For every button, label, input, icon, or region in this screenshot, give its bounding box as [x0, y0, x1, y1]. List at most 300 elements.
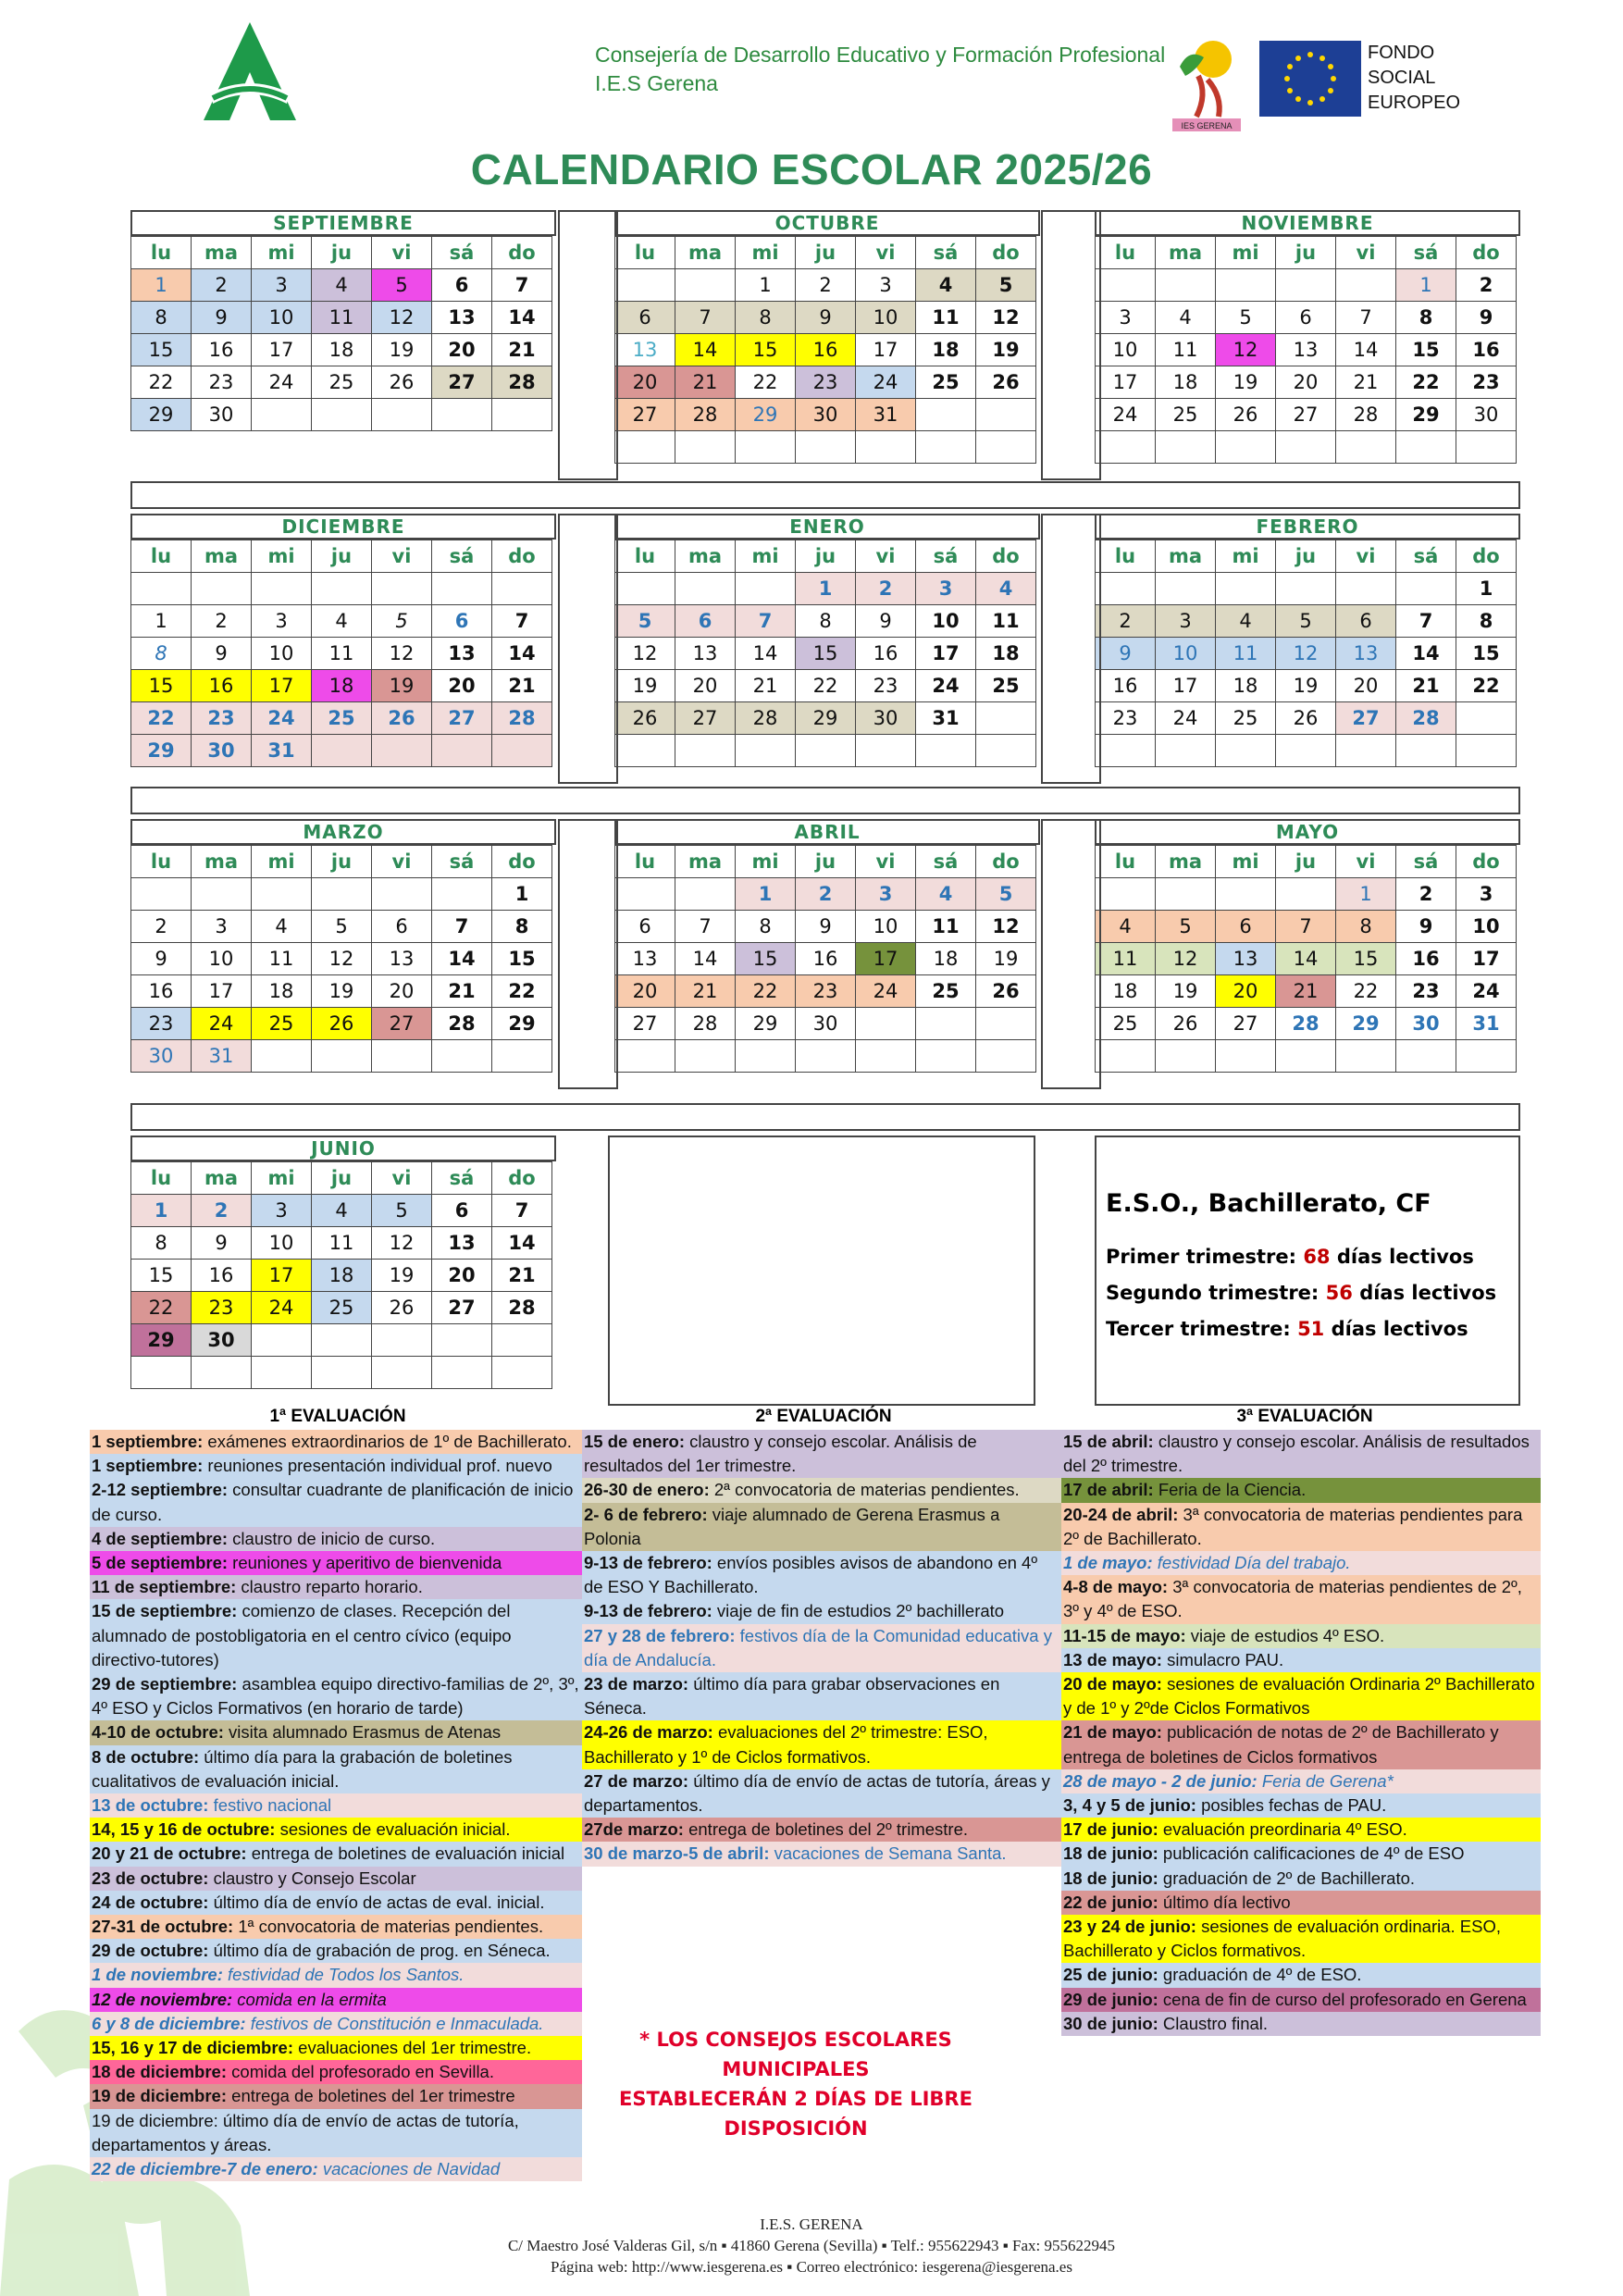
day-cell: 13 — [1216, 943, 1276, 975]
day-cell: 3 — [252, 1195, 312, 1227]
day-cell: 23 — [1456, 366, 1517, 399]
event-date: 1 de mayo: — [1063, 1553, 1153, 1573]
day-cell: 3 — [856, 269, 916, 302]
day-cell: 17 — [916, 638, 976, 670]
day-cell: 23 — [192, 702, 252, 735]
weekday-header: ma — [675, 540, 736, 573]
day-cell: 8 — [131, 638, 192, 670]
weekday-header: ju — [796, 237, 856, 269]
day-cell: 9 — [192, 638, 252, 670]
day-cell: 7 — [492, 1195, 552, 1227]
day-cell: 28 — [1396, 702, 1456, 735]
empty-day-cell — [492, 399, 552, 431]
event-date: 9-13 de febrero: — [584, 1601, 712, 1621]
event-item — [90, 1915, 582, 1939]
event-text: Feria de la Ciencia. — [1153, 1480, 1307, 1500]
empty-day-cell — [1156, 1040, 1216, 1073]
empty-day-cell — [1456, 702, 1517, 735]
day-cell: 4 — [312, 269, 372, 302]
event-date: 19 de diciembre: — [92, 2086, 228, 2106]
day-cell: 23 — [1096, 702, 1156, 735]
event-date: 4 de septiembre: — [92, 1528, 229, 1548]
day-cell: 1 — [1456, 573, 1517, 605]
day-cell: 14 — [675, 334, 736, 366]
empty-day-cell — [1396, 1040, 1456, 1073]
event-text: comienzo de clases. Recepción del alumnado de postobligatoria en el centro cívico (equipo directivo-tutores) — [92, 1601, 512, 1669]
weekday-header: ma — [192, 540, 252, 573]
event-text: reuniones presentación individual prof. nuevo — [203, 1456, 552, 1476]
empty-day-cell — [615, 431, 675, 464]
event-text: Feria de Gerena* — [1257, 1770, 1394, 1791]
day-cell: 12 — [1216, 334, 1276, 366]
event-item — [1061, 1842, 1541, 1866]
weekday-header: mi — [252, 540, 312, 573]
event-item — [582, 1430, 1061, 1478]
weekday-header: do — [1456, 540, 1517, 573]
weekday-header: vi — [1336, 237, 1396, 269]
event-date: 1 septiembre: — [92, 1432, 204, 1451]
empty-day-cell — [252, 399, 312, 431]
weekday-header: ju — [312, 540, 372, 573]
empty-day-cell — [675, 878, 736, 911]
empty-day-cell — [432, 399, 492, 431]
weekday-header: mi — [252, 237, 312, 269]
weekday-header: mi — [252, 1162, 312, 1195]
day-cell: 8 — [131, 1227, 192, 1260]
day-cell: 12 — [1276, 638, 1336, 670]
weekday-header: lu — [131, 237, 192, 269]
day-cell: 30 — [796, 1008, 856, 1040]
empty-day-cell — [675, 735, 736, 767]
weekday-header: mi — [736, 540, 796, 573]
day-cell: 22 — [131, 1292, 192, 1324]
day-cell: 21 — [675, 366, 736, 399]
event-item — [1061, 1575, 1541, 1623]
day-cell: 13 — [432, 302, 492, 334]
day-cell: 23 — [1396, 975, 1456, 1008]
event-item — [90, 1527, 582, 1551]
event-item — [1061, 1793, 1541, 1818]
event-item — [90, 1891, 582, 1915]
day-cell: 29 — [131, 399, 192, 431]
empty-day-cell — [312, 1357, 372, 1389]
day-cell: 15 — [131, 1260, 192, 1292]
event-date: 28 de mayo - 2 de junio: — [1063, 1770, 1258, 1791]
day-cell: 20 — [432, 334, 492, 366]
empty-day-cell — [432, 573, 492, 605]
event-date: 23 de marzo: — [584, 1674, 689, 1694]
event-item — [582, 1624, 1061, 1672]
day-cell: 12 — [372, 1227, 432, 1260]
month-title: MAYO — [1095, 819, 1520, 845]
day-cell: 21 — [1396, 670, 1456, 702]
eval-1-list — [90, 1430, 582, 2181]
weekday-header: lu — [615, 237, 675, 269]
day-cell: 27 — [615, 1008, 675, 1040]
event-text: 1ª convocatoria de materias pendientes. — [233, 1917, 544, 1937]
empty-day-cell — [856, 1040, 916, 1073]
empty-day-cell — [1276, 1040, 1336, 1073]
day-cell: 16 — [1456, 334, 1517, 366]
empty-day-cell — [312, 573, 372, 605]
day-cell: 15 — [131, 334, 192, 366]
weekday-header: vi — [1336, 540, 1396, 573]
event-item — [1061, 1672, 1541, 1720]
event-item — [90, 2060, 582, 2084]
event-item — [582, 1478, 1061, 1502]
day-cell: 30 — [192, 1324, 252, 1357]
event-date: 1 de noviembre: — [92, 1965, 223, 1985]
empty-day-cell — [675, 431, 736, 464]
day-cell: 24 — [1456, 975, 1517, 1008]
event-text: exámenes extraordinarios de 1º de Bachillerato. — [203, 1432, 572, 1451]
empty-day-cell — [432, 878, 492, 911]
event-date: 8 de octubre: — [92, 1746, 200, 1767]
empty-day-cell — [492, 1357, 552, 1389]
day-cell: 26 — [976, 975, 1036, 1008]
empty-day-cell — [372, 1040, 432, 1073]
summary-heading: E.S.O., Bachillerato, CF — [1106, 1189, 1431, 1218]
day-cell: 27 — [372, 1008, 432, 1040]
empty-day-cell — [916, 1040, 976, 1073]
day-cell: 16 — [796, 943, 856, 975]
day-cell: 5 — [372, 269, 432, 302]
empty-day-cell — [1336, 269, 1396, 302]
day-cell: 29 — [131, 735, 192, 767]
day-cell: 21 — [432, 975, 492, 1008]
empty-day-cell — [675, 573, 736, 605]
weekday-header: ma — [192, 1162, 252, 1195]
day-cell: 13 — [615, 334, 675, 366]
day-cell: 5 — [372, 1195, 432, 1227]
month-mayo — [1095, 819, 1522, 1094]
event-date: 27 y 28 de febrero: — [584, 1625, 736, 1645]
day-cell: 22 — [131, 702, 192, 735]
day-cell: 4 — [976, 573, 1036, 605]
weekday-header: do — [492, 237, 552, 269]
event-item — [582, 1599, 1061, 1623]
empty-day-cell — [976, 735, 1036, 767]
month-title: ENERO — [614, 514, 1040, 540]
day-cell: 15 — [492, 943, 552, 975]
day-cell: 29 — [796, 702, 856, 735]
day-cell: 30 — [192, 399, 252, 431]
day-cell: 11 — [252, 943, 312, 975]
day-cell: 5 — [372, 605, 432, 638]
month-marzo — [130, 819, 558, 1094]
day-cell: 25 — [916, 366, 976, 399]
month-title: MARZO — [130, 819, 556, 845]
day-cell: 24 — [1096, 399, 1156, 431]
weekday-header: lu — [131, 846, 192, 878]
day-cell: 26 — [1156, 1008, 1216, 1040]
event-text: publicación de notas de 2º de Bachillerato y entrega de boletines de Ciclos formativos — [1063, 1722, 1499, 1767]
weekday-header: ju — [1276, 237, 1336, 269]
day-cell: 2 — [796, 269, 856, 302]
day-cell: 26 — [312, 1008, 372, 1040]
empty-day-cell — [796, 431, 856, 464]
day-cell: 6 — [615, 911, 675, 943]
day-cell: 10 — [252, 638, 312, 670]
event-text: visita alumnado Erasmus de Atenas — [223, 1722, 502, 1743]
fondo-social-europeo — [1368, 41, 1460, 116]
day-cell: 21 — [1336, 366, 1396, 399]
empty-day-cell — [1096, 573, 1156, 605]
day-cell: 17 — [1096, 366, 1156, 399]
event-date: 15, 16 y 17 de diciembre: — [92, 2038, 294, 2058]
event-text: último día para grabar observaciones en Séneca. — [584, 1674, 1000, 1719]
empty-day-cell — [1276, 735, 1336, 767]
day-cell: 28 — [1276, 1008, 1336, 1040]
day-cell: 26 — [372, 702, 432, 735]
day-cell: 20 — [1336, 670, 1396, 702]
weekday-header: mi — [1216, 540, 1276, 573]
day-cell: 18 — [1156, 366, 1216, 399]
empty-day-cell — [1276, 431, 1336, 464]
weekday-header: do — [1456, 846, 1517, 878]
empty-day-cell — [1156, 431, 1216, 464]
day-cell: 20 — [432, 1260, 492, 1292]
empty-day-cell — [252, 573, 312, 605]
event-item — [1061, 1915, 1541, 1963]
event-text: festividad de Todos los Santos. — [222, 1965, 465, 1985]
empty-day-cell — [916, 1008, 976, 1040]
month-title: NOVIEMBRE — [1095, 210, 1520, 236]
day-cell: 26 — [1276, 702, 1336, 735]
weekday-header: vi — [372, 846, 432, 878]
weekday-header: ju — [1276, 846, 1336, 878]
event-item — [1061, 1720, 1541, 1769]
day-cell: 14 — [736, 638, 796, 670]
empty-day-cell — [1336, 1040, 1396, 1073]
day-cell: 10 — [856, 911, 916, 943]
day-cell: 14 — [1396, 638, 1456, 670]
event-text: claustro reparto horario. — [236, 1577, 423, 1597]
day-cell: 24 — [252, 702, 312, 735]
empty-day-cell — [675, 269, 736, 302]
event-date: 2-12 septiembre: — [92, 1480, 229, 1500]
empty-day-cell — [796, 735, 856, 767]
weekday-header: ju — [312, 1162, 372, 1195]
day-cell: 27 — [675, 702, 736, 735]
day-cell: 23 — [856, 670, 916, 702]
day-cell: 8 — [796, 605, 856, 638]
event-date: 6 y 8 de diciembre: — [92, 2013, 246, 2033]
day-cell: 25 — [1216, 702, 1276, 735]
weekday-header: mi — [736, 846, 796, 878]
calendar-row-spacer — [130, 481, 1520, 509]
event-item — [90, 1988, 582, 2012]
day-cell: 17 — [252, 1260, 312, 1292]
day-cell: 1 — [736, 269, 796, 302]
page-title: CALENDARIO ESCOLAR 2025/26 — [470, 145, 1153, 193]
ies-gerena-logo — [1171, 39, 1243, 133]
day-cell: 29 — [736, 1008, 796, 1040]
weekday-header: lu — [1096, 846, 1156, 878]
empty-day-cell — [372, 1324, 432, 1357]
day-cell: 6 — [675, 605, 736, 638]
day-cell: 2 — [192, 1195, 252, 1227]
event-date: 25 de junio: — [1063, 1965, 1158, 1985]
empty-day-cell — [252, 1040, 312, 1073]
empty-day-cell — [1216, 573, 1276, 605]
weekday-header: ju — [796, 846, 856, 878]
day-cell: 23 — [131, 1008, 192, 1040]
day-cell: 3 — [252, 605, 312, 638]
event-item — [1061, 1624, 1541, 1648]
event-text: entrega de boletines del 2º trimestre. — [683, 1819, 969, 1840]
day-cell: 28 — [492, 1292, 552, 1324]
weekday-header: do — [1456, 237, 1517, 269]
month-septiembre — [130, 210, 558, 485]
month-grid — [130, 1161, 552, 1389]
empty-day-cell — [1456, 431, 1517, 464]
empty-day-cell — [312, 878, 372, 911]
junta-andalucia-logo — [185, 20, 315, 122]
event-text: evaluaciones del 2º trimestre: ESO, Bachillerato y 1º de Ciclos formativos. — [584, 1722, 988, 1767]
day-cell: 4 — [916, 269, 976, 302]
event-date: 27-31 de octubre: — [92, 1917, 234, 1937]
day-cell: 6 — [432, 269, 492, 302]
event-date: 4-8 de mayo: — [1063, 1577, 1169, 1597]
day-cell: 12 — [976, 911, 1036, 943]
event-text: vacaciones de Semana Santa. — [769, 1843, 1007, 1864]
empty-day-cell — [1096, 1040, 1156, 1073]
month-febrero — [1095, 514, 1522, 788]
weekday-header: lu — [131, 1162, 192, 1195]
day-cell: 4 — [252, 911, 312, 943]
empty-day-cell — [312, 735, 372, 767]
event-text: asamblea equipo directivo-familias de 2º, 3º, 4º ESO y Ciclos Formativos (en horario de tarde) — [92, 1674, 579, 1719]
day-cell: 4 — [916, 878, 976, 911]
weekday-header: sá — [1396, 237, 1456, 269]
weekday-header: sá — [432, 237, 492, 269]
day-cell: 7 — [1276, 911, 1336, 943]
event-date: 18 de diciembre: — [92, 2062, 228, 2082]
municipal-note — [583, 2025, 1009, 2143]
day-cell: 1 — [796, 573, 856, 605]
event-date: 9-13 de febrero: — [584, 1553, 712, 1573]
event-date: 27de marzo: — [584, 1819, 684, 1840]
weekday-header: vi — [372, 237, 432, 269]
day-cell: 30 — [1396, 1008, 1456, 1040]
empty-day-cell — [131, 573, 192, 605]
day-cell: 30 — [192, 735, 252, 767]
day-cell: 4 — [1156, 302, 1216, 334]
day-cell: 11 — [1156, 334, 1216, 366]
day-cell: 21 — [492, 334, 552, 366]
weekday-header: mi — [1216, 237, 1276, 269]
month-junio — [130, 1136, 558, 1410]
empty-day-cell — [1156, 735, 1216, 767]
day-cell: 23 — [192, 366, 252, 399]
day-cell: 3 — [1456, 878, 1517, 911]
day-cell: 4 — [312, 1195, 372, 1227]
day-cell: 5 — [1276, 605, 1336, 638]
empty-day-cell — [736, 431, 796, 464]
event-date: 11 de septiembre: — [92, 1577, 237, 1597]
event-item — [1061, 1551, 1541, 1575]
event-date: 26-30 de enero: — [584, 1480, 710, 1500]
event-text: evaluaciones del 1er trimestre. — [293, 2038, 532, 2058]
empty-day-cell — [372, 878, 432, 911]
day-cell: 22 — [492, 975, 552, 1008]
day-cell: 8 — [736, 302, 796, 334]
month-title: JUNIO — [130, 1136, 556, 1161]
day-cell: 9 — [192, 302, 252, 334]
empty-day-cell — [1336, 431, 1396, 464]
empty-day-cell — [1396, 573, 1456, 605]
empty-day-cell — [1096, 878, 1156, 911]
day-cell: 1 — [131, 1195, 192, 1227]
day-cell: 7 — [492, 605, 552, 638]
event-text: claustro y consejo escolar. Análisis de resultados del 2º trimestre. — [1063, 1432, 1530, 1476]
day-cell: 30 — [856, 702, 916, 735]
weekday-header: do — [976, 237, 1036, 269]
event-date: 21 de mayo: — [1063, 1722, 1162, 1743]
empty-day-cell — [1216, 269, 1276, 302]
empty-day-cell — [1216, 735, 1276, 767]
event-text: envíos posibles avisos de abandono en 4º de ESO Y Bachillerato. — [584, 1553, 1038, 1597]
empty-day-cell — [615, 269, 675, 302]
day-cell: 11 — [976, 605, 1036, 638]
day-cell: 7 — [432, 911, 492, 943]
day-cell: 2 — [1096, 605, 1156, 638]
day-cell: 14 — [1336, 334, 1396, 366]
weekday-header: lu — [131, 540, 192, 573]
event-text: festivos día de la Comunidad educativa y día de Andalucía. — [584, 1625, 1052, 1669]
empty-day-cell — [492, 735, 552, 767]
day-cell: 28 — [675, 1008, 736, 1040]
event-text: vacaciones de Navidad — [317, 2159, 501, 2179]
day-cell: 17 — [856, 943, 916, 975]
day-cell: 12 — [312, 943, 372, 975]
day-cell: 3 — [1096, 302, 1156, 334]
day-cell: 1 — [131, 605, 192, 638]
event-date: 23 de octubre: — [92, 1868, 209, 1888]
empty-day-cell — [1156, 878, 1216, 911]
day-cell: 25 — [312, 366, 372, 399]
event-date: 23 y 24 de junio: — [1063, 1917, 1196, 1937]
day-cell: 12 — [372, 638, 432, 670]
day-cell: 19 — [976, 334, 1036, 366]
day-cell: 4 — [1096, 911, 1156, 943]
day-cell: 13 — [432, 638, 492, 670]
day-cell: 21 — [675, 975, 736, 1008]
weekday-header: vi — [372, 540, 432, 573]
day-cell: 29 — [736, 399, 796, 431]
day-cell: 9 — [1456, 302, 1517, 334]
event-item — [90, 2157, 582, 2181]
weekday-header: vi — [856, 540, 916, 573]
calendar-row-spacer — [130, 1103, 1520, 1131]
event-text: graduación de 2º de Bachillerato. — [1158, 1868, 1416, 1888]
day-cell: 13 — [1336, 638, 1396, 670]
empty-day-cell — [1096, 735, 1156, 767]
empty-day-cell — [1156, 269, 1216, 302]
weekday-header: sá — [1396, 846, 1456, 878]
event-text: sesiones de evaluación ordinaria. ESO, Bachillerato y Ciclos formativos. — [1063, 1917, 1502, 1961]
weekday-header: ma — [1156, 237, 1216, 269]
day-cell: 14 — [492, 302, 552, 334]
day-cell: 27 — [432, 366, 492, 399]
day-cell: 21 — [492, 670, 552, 702]
day-cell: 22 — [736, 975, 796, 1008]
day-cell: 29 — [1336, 1008, 1396, 1040]
event-text: entrega de boletines de evaluación inicial — [246, 1843, 565, 1864]
day-cell: 10 — [252, 302, 312, 334]
event-item — [1061, 1478, 1541, 1502]
